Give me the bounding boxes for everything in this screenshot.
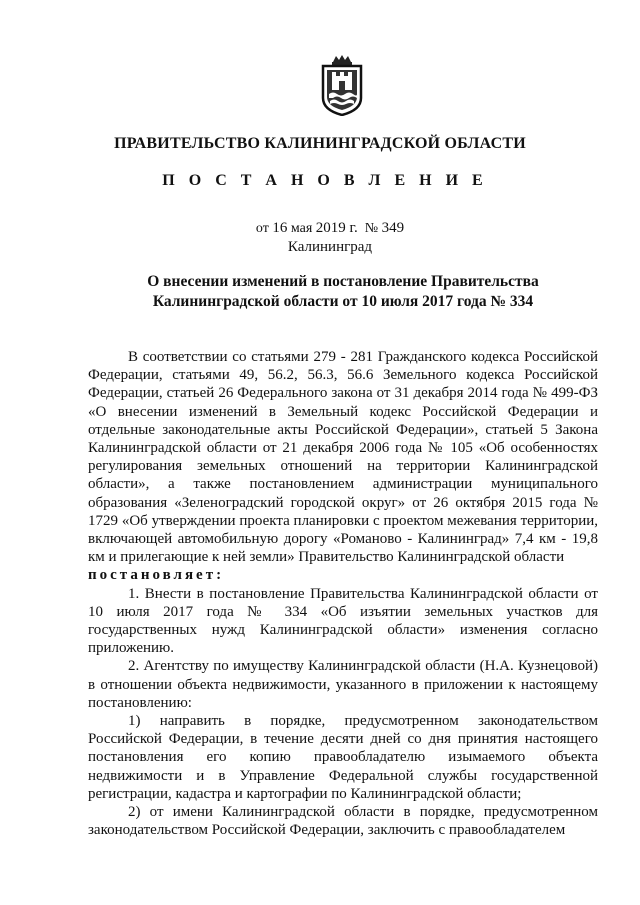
organization-title: ПРАВИТЕЛЬСТВО КАЛИНИНГРАДСКОЙ ОБЛАСТИ bbox=[114, 135, 526, 152]
document-subject bbox=[90, 272, 596, 312]
city: Калининград bbox=[287, 239, 373, 255]
date-prefix: от bbox=[255, 221, 269, 236]
document-number: 349 bbox=[381, 220, 405, 236]
subject-line: О внесении изменений в постановление Правительства bbox=[147, 273, 539, 290]
item-paragraph: 2. Агентству по имуществу Калининградской области (Н.А. Кузнецовой) в отношении объекта недвижимости, указанного в приложении к настоящему постановлению: bbox=[88, 658, 598, 711]
date-month: мая bbox=[290, 221, 313, 236]
subitem-paragraph: 2) от имени Калининградской области в порядке, предусмотренном законодательством Российской Федерации, заключить с правообладателем bbox=[88, 804, 598, 839]
subject-line: Калининградской области от 10 июля 2017 года № 334 bbox=[152, 293, 534, 310]
item-paragraph: 1. Внести в постановление Правительства Калининградской области от 10 июля 2017 года № 334 «Об изъятии земельных участков для государственных нужд Калининградской области» изменения согласно приложению. bbox=[88, 585, 598, 657]
document-type: П О С Т А Н О В Л Е Н И Е bbox=[162, 172, 488, 189]
document-body bbox=[88, 348, 598, 839]
coat-of-arms-icon bbox=[321, 54, 363, 116]
date-number-line bbox=[0, 220, 640, 237]
date-year: 2019 г. bbox=[315, 220, 358, 236]
date-day: 16 bbox=[272, 220, 288, 236]
subitem-paragraph: 1) направить в порядке, предусмотренном законодательством Российской Федерации, в течение десяти дней со дня принятия настоящего постановления его копию правообладателю изымаемого объекта недвижимости и в Управление Федеральной службы государственной регистрации, кадастра и картографии по Калининградской области; bbox=[88, 713, 598, 802]
preamble-paragraph: В соответствии со статьями 279 - 281 Гражданского кодекса Российской Федерации, статьями 49, 56.2, 56.3, 56.6 Земельного кодекса Российской Федерации, статьей 26 Федерального закона от 31 декабря 2014 года № 499-ФЗ «О внесении изменений в Земельный кодекс Российской Федерации и отдельные законодательные акты Российской Федерации», статьей 5 Закона Калининградской области от 21 декабря 2006 года № 105 «Об особенностях регулирования земельных отношений на территории Калининградской области», а также постановлением администрации муниципального образования «Зеленоградский городской округ» от 26 октября 2015 года № 1729 «Об утверждении проекта планировки с проектом межевания территории, включающей автомобильную дорогу «Романово - Калининград» 7,4 км - 19,8 км и прилегающие к ней земли» Правительство Калининградской области bbox=[88, 349, 598, 566]
decree-word: постановляет: bbox=[88, 567, 225, 584]
number-sign: № bbox=[364, 221, 379, 236]
